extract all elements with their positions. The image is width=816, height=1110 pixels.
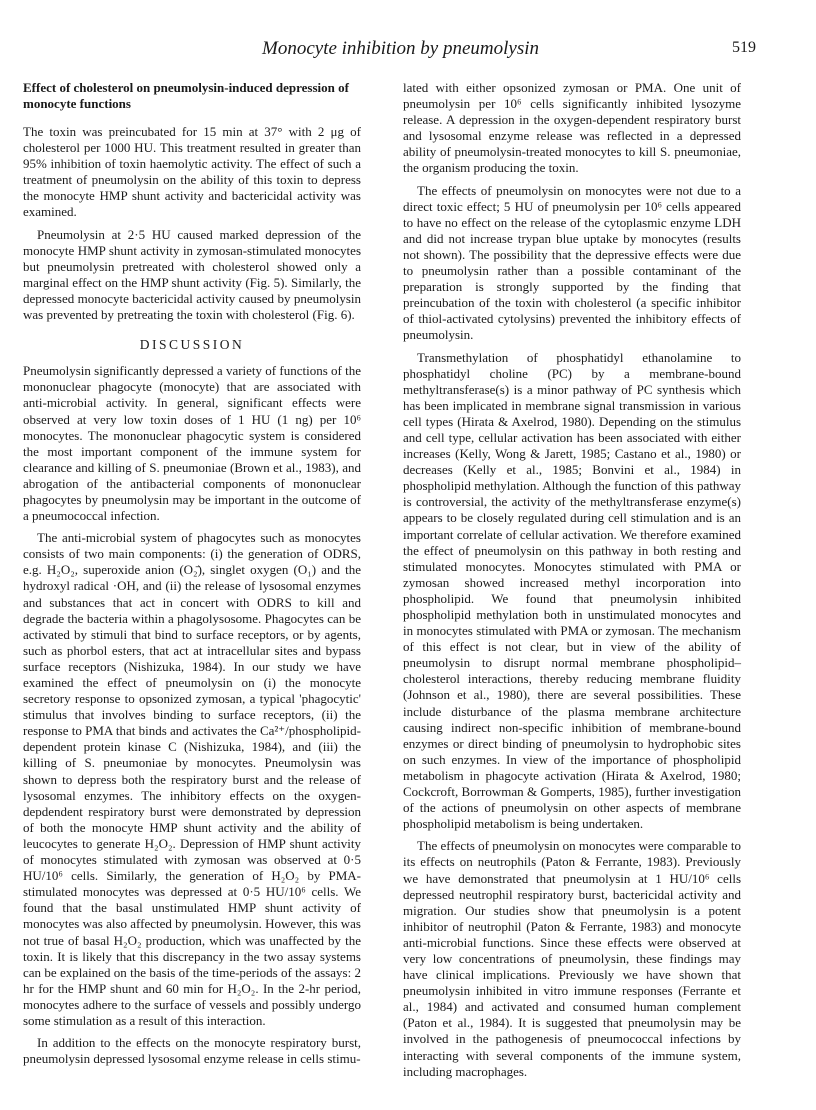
paragraph: lated with either opsonized zymosan or PMA. One unit of pneumolysin per 10⁶ cells significantly inhibited lysozyme release. A depression in the oxygen-dependent respiratory burst and lysosomal enzyme release was reflected in a depressed ability of pneumolysin-treated monocytes to kill S. pneumoniae, the organism producing the toxin. — [403, 80, 741, 176]
paragraph: The anti-microbial system of phagocytes such as monocytes consists of two main components: (i) the generation of ODRS, e.g. H₂O₂, superoxide anion (O₂̄), singlet oxygen (O₁) and the hydroxyl radical ·OH, and (ii) the release of lysosomal enzymes and substances that act in concert with ODRS to kill and degrade the bacteria within a phagolysosome. Phagocytes can be activated by stimuli that bind to surface receptors, or by agents, such as phorbol esters, that act at intracellular sites and bypass surface receptors (Nishizuka, 1984). In our study we have examined the effect of pneumolysin on (i) the monocyte secretory response to opsonized zymosan, a typical 'phagocytic' stimulus that involves binding to surface receptors, (ii) the response to PMA that binds and activates the Ca²⁺/phospholipid-dependent protein kinase C (Nishizuka, 1984), and (iii) the killing of S. pneumoniae by monocytes. Pneumolysin was shown to depress both the respiratory burst and the release of lysosomal enzymes. The inhibitory effects on the oxygen-depdendent respiratory burst were demonstrated by depression of both the monocyte HMP shunt activity and the ability of leucocytes to generate H₂O₂. Depression of HMP shunt activity of monocytes stimulated with zymosan was observed at 0·5 HU/10⁶ cells. Similarly, the generation of H₂O₂ by PMA-stimulated monocytes was depressed at 0·5 HU/10⁶ cells. We found that the basal unstimulated HMP shunt activity of monocytes was also affected by pneumolysin. However, this was not true of basal H₂O₂ production, which was unaffected by the toxin. It is likely that this discrepancy in the two assay systems can be explained on the basis of the time-periods of the assays: 2 hr for the HMP shunt and 60 min for H₂O₂. In the 2-hr period, monocytes adhere to the surface of vessels and possibly undergo some stimulation as a result of this interaction. — [23, 530, 361, 1028]
page-header — [92, 38, 756, 62]
discussion-heading: DISCUSSION — [139, 337, 245, 353]
paragraph: Pneumolysin significantly depressed a variety of functions of the mononuclear phagocyte (monocyte) that are associated with anti-microbial activity. In general, significant effects were observed at very low toxin doses of 1 HU (1 ng) per 10⁶ monocytes. The mononuclear phagocytic system is considered the most important component of the immune system for clearance and killing of S. pneumoniae (Brown et al., 1983), and abrogation of the antibacterial components of mononuclear phagocytes by pneumolysin may be important in the outcome of a pneumococcal infection. — [23, 363, 361, 524]
paragraph: Transmethylation of phosphatidyl ethanolamine to phosphatidyl choline (PC) by a membrane-bound methyltransferase(s) is a minor pathway of PC synthesis which has been implicated in membrane signal transmission in various cell types (Hirata & Axelrod, 1980). Depending on the stimulus and cell type, cellular activation has been associated with either increases (Kelly, Wong & Jarett, 1985; Castano et al., 1980) or decreases (Kelly et al., 1985; Bonvini et al., 1984) in phospholipid methylation. Although the function of this pathway is controversial, the activity of the methyltransferase enzyme(s) appears to be closely regulated during cell stimulation and is an important correlate of cellular activation. We therefore examined the effect of pneumolysin on this pathway in both resting and stimulated monocytes. Monocytes stimulated with PMA or zymosan showed increased methyl incorporation into phospholipid. We found that pneumolysin inhibited phospholipid methylation both in unstimulated monocytes and in monocytes stimulated with PMA or zymosan. The mechanism of this effect is not clear, but in view of the ability of pneumolysin to disrupt normal membrane phospholipid–cholesterol interactions, thereby reducing membrane fluidity (Johnson et al., 1980), there are several possibilities. These include disturbance of the plasma membrane architecture causing indirect non-specific inhibition of membrane-bound enzymes or direct binding of pneumolysin to hydrophobic sites on such enzymes. In view of the importance of phospholipid metabolism in phagocyte activation (Hirata & Axelrod, 1980; Cockcroft, Borrowman & Gomperts, 1985), further investigation of the actions of pneumolysin on other aspects of membrane phospholipid metabolism is being undertaken. — [403, 349, 741, 832]
right-column — [403, 80, 741, 1086]
paragraph: The effects of pneumolysin on monocytes were not due to a direct toxic effect; 5 HU of pneumolysin per 10⁶ cells appeared to have no effect on the release of the cytoplasmic enzyme LDH and did not increase trypan blue uptake by monocytes (results not shown). The possibility that the depressive effects were due to pneumolysin rather than a possible contaminant of the preparation is strongly supported by the finding that preincubation of the toxin with cholesterol (a specific inhibitor of thiol-activated cytolysins) prevented the inhibitory effects of pneumolysin. — [403, 182, 741, 343]
paragraph: Pneumolysin at 2·5 HU caused marked depression of the monocyte HMP shunt activity in zymosan-stimulated monocytes but pneumolysin pretreated with cholesterol showed only a marginal effect on the HMP shunt activity (Fig. 5). Similarly, the depressed monocyte bactericidal activity caused by pneumolysin was prevented by pretreating the toxin with cholesterol (Fig. 6). — [23, 226, 361, 323]
paragraph: The effects of pneumolysin on monocytes were comparable to its effects on neutrophils (Paton & Ferrante, 1983). Previously we have demonstrated that pneumolysin at 1 HU/10⁶ cells depressed neutrophil respiratory burst, bactericidal activity and migration. Our studies show that pneumolysin is a potent inhibitor of neutrophil (Paton & Ferrante, 1983) and monocyte anti-microbial functions. Since these effects were observed at very low concentrations of pneumolysin, these findings may have clinical implications. Previously we have shown that pneumolysin inhibited in vitro immune responses (Ferrante et al., 1984) and activated and consumed human complement (Paton et al., 1984). It is suggested that pneumolysin may be involved in the pathogenesis of pneumococcal infections by interacting with several components of the immune system, including macrophages. — [403, 838, 741, 1079]
running-title: Monocyte inhibition by pneumolysin — [262, 38, 540, 59]
paragraph: The toxin was preincubated for 15 min at 37° with 2 μg of cholesterol per 1000 HU. This treatment resulted in greater than 95% inhibition of toxin haemolytic activity. The effect of such a treatment of pneumolysin on the ability of this toxin to depress the monocyte HMP shunt activity and bactericidal activity was examined. — [23, 124, 361, 220]
section-heading-cholesterol: Effect of cholesterol on pneumolysin-induced depression of monocyte functions — [23, 80, 349, 111]
page-number: 519 — [732, 39, 756, 56]
left-column — [23, 80, 361, 1073]
paragraph: In addition to the effects on the monocyte respiratory burst, pneumolysin depressed lysosomal enzyme release in cells stimu- — [23, 1035, 361, 1067]
